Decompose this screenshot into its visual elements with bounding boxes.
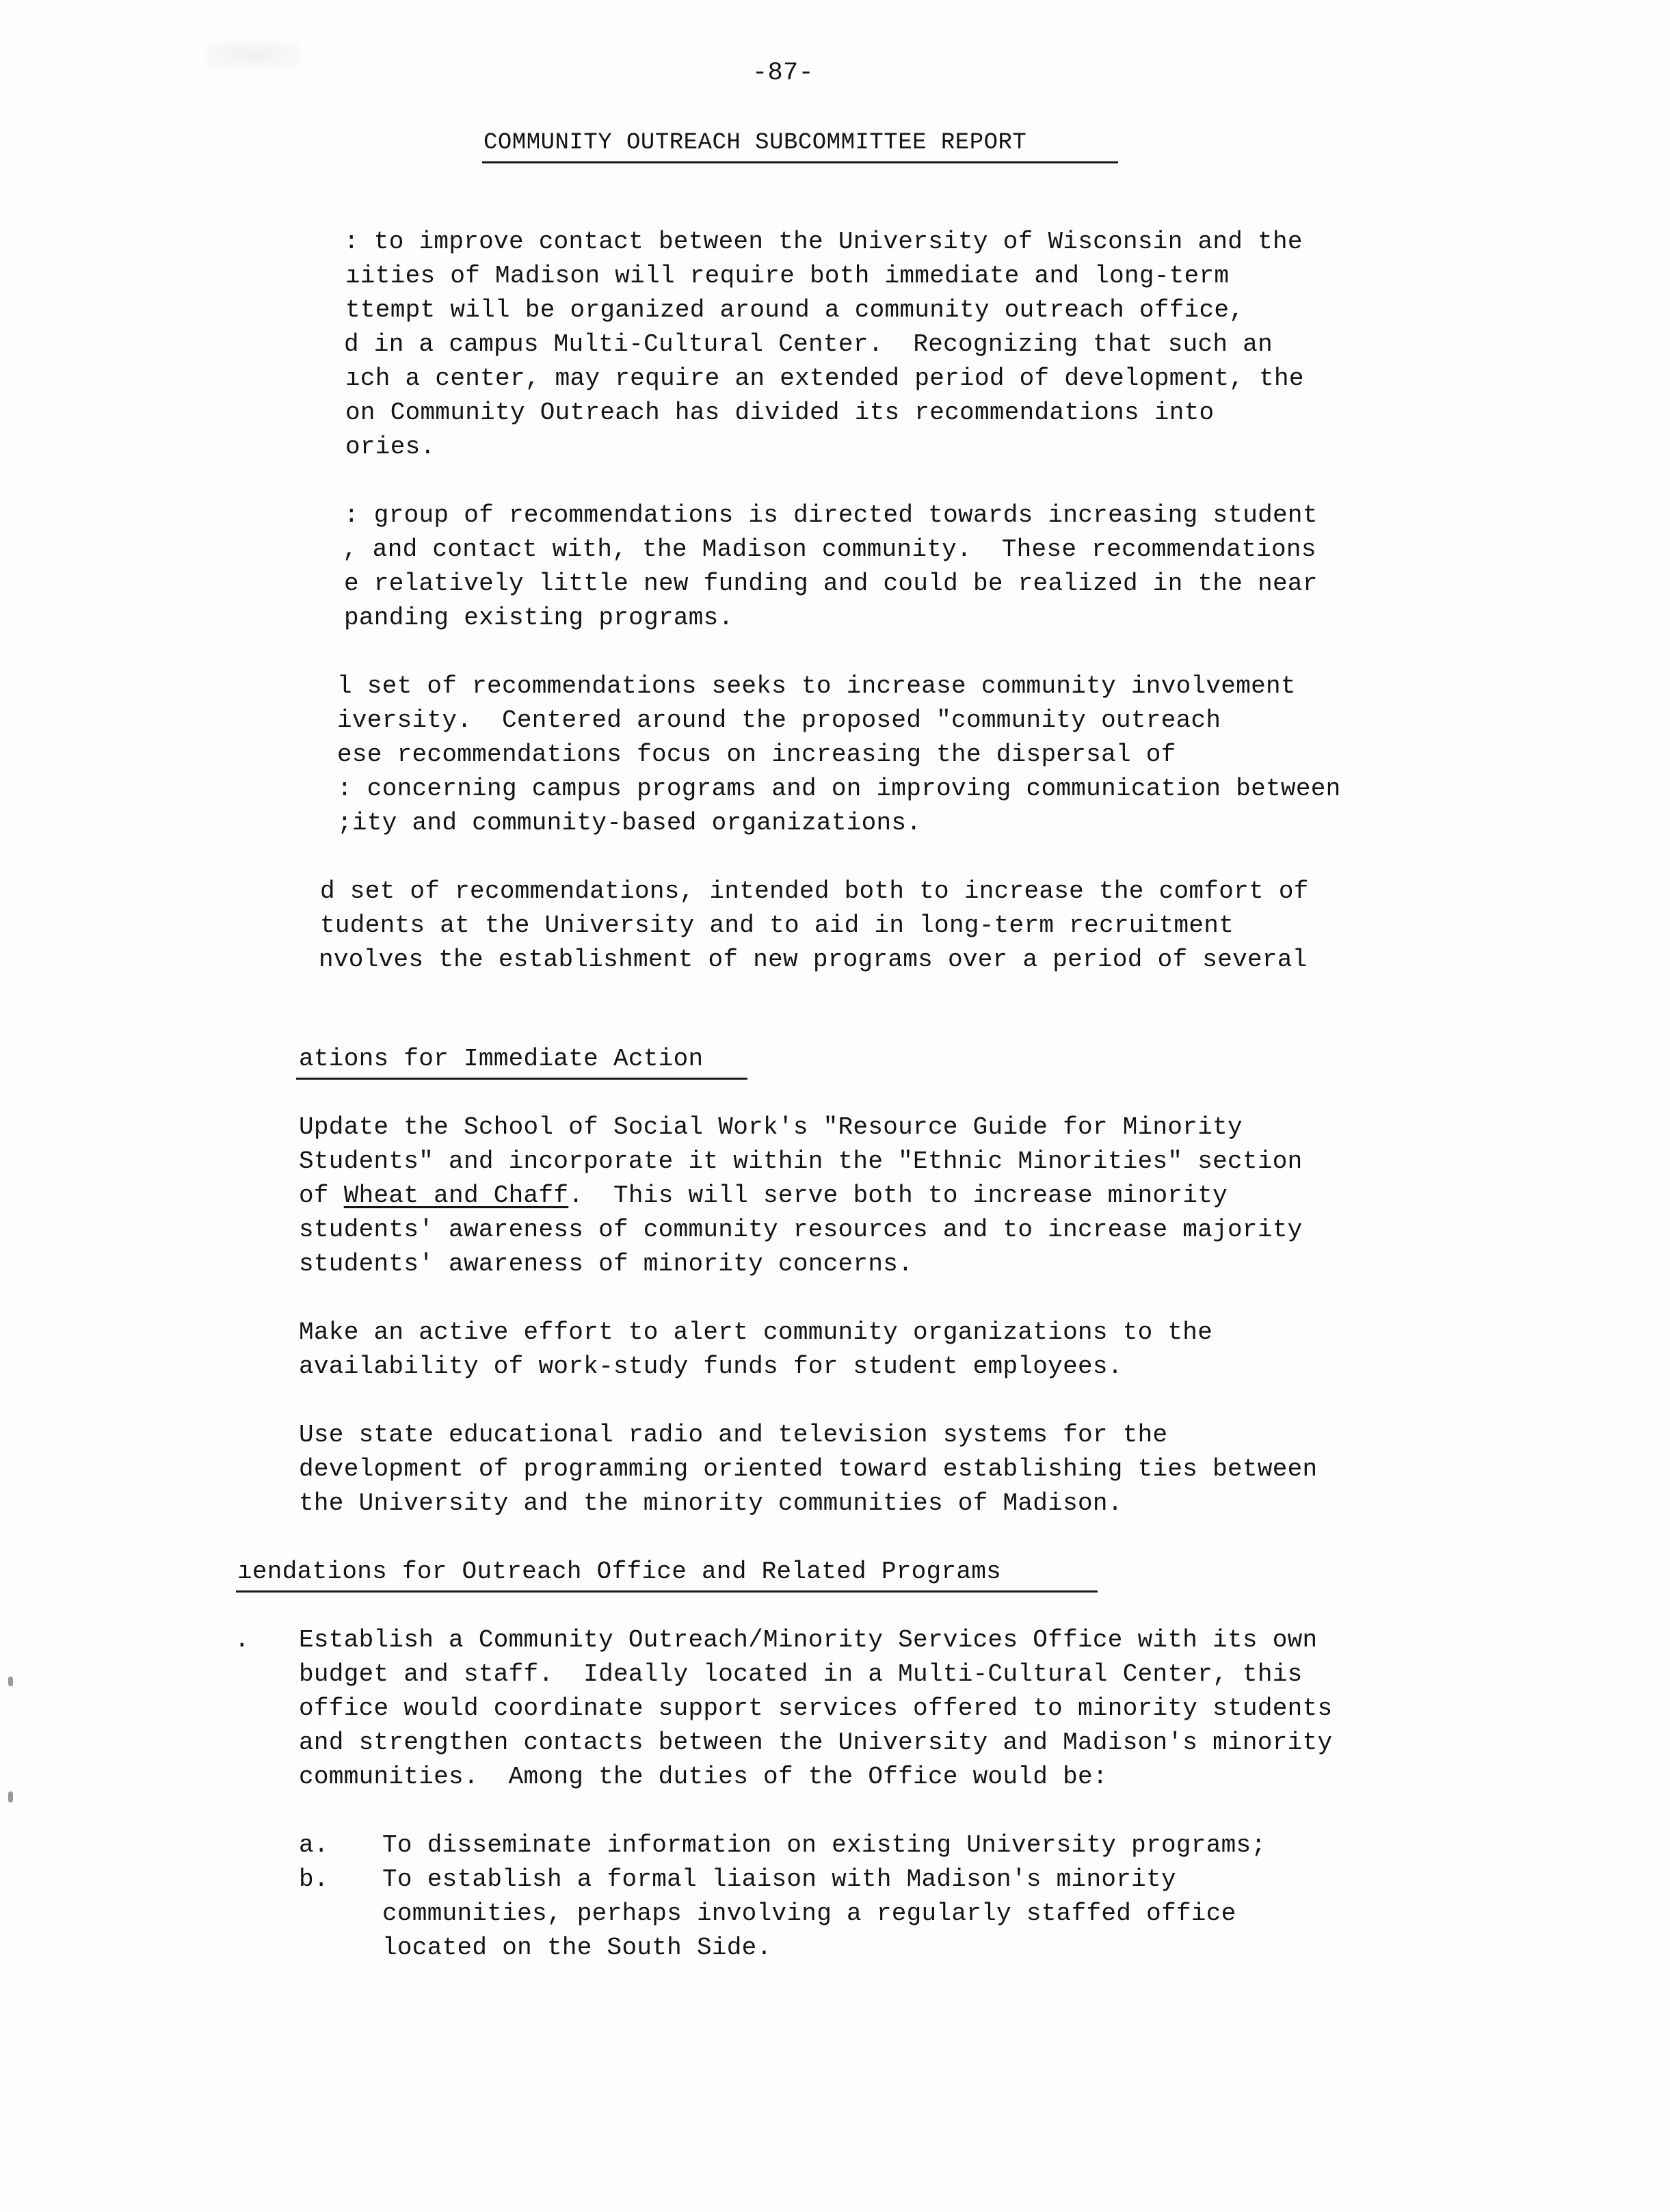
heading-underline [296, 1078, 747, 1080]
text-line: availability of work-study funds for student employees. [299, 1352, 1123, 1381]
text-line: l set of recommendations seeks to increase community involvement [337, 672, 1296, 700]
text-line: communities. Among the duties of the Office would be: [299, 1763, 1108, 1791]
text-line: students' awareness of community resources and to increase majority [299, 1216, 1303, 1244]
text-line [299, 1179, 1228, 1213]
text-line: and strengthen contacts between the University and Madison's minority [299, 1729, 1333, 1757]
text-line: iversity. Centered around the proposed "community outreach [337, 706, 1221, 734]
text-line: d set of recommendations, intended both to increase the comfort of [320, 877, 1309, 905]
report-title: COMMUNITY OUTREACH SUBCOMMITTEE REPORT [483, 130, 1027, 156]
text-line: development of programming oriented toward establishing ties between [299, 1455, 1318, 1483]
text-line: Students" and incorporate it within the "Ethnic Minorities" section [299, 1147, 1303, 1175]
text-line: Update the School of Social Work's "Resource Guide for Minority [299, 1113, 1243, 1141]
page-number: -87- [752, 59, 814, 88]
text-line: To disseminate information on existing University programs; [382, 1831, 1267, 1859]
section-heading-immediate: ations for Immediate Action [299, 1045, 704, 1073]
scan-smudge [205, 41, 301, 68]
section-heading-outreach: ıendations for Outreach Office and Related Programs [237, 1558, 1002, 1586]
text-line: panding existing programs. [344, 604, 734, 632]
scan-speck [8, 1677, 13, 1686]
text-line: ıch a center, may require an extended period of development, the [345, 364, 1304, 392]
text-line: ese recommendations focus on increasing the dispersal of [337, 741, 1176, 769]
text-line: : concerning campus programs and on improving communication between [337, 775, 1341, 803]
heading-underline [236, 1590, 1098, 1593]
text-line: nvolves the establishment of new programs over a period of several [319, 946, 1308, 974]
text-line: communities, perhaps involving a regularly staffed office [382, 1900, 1236, 1928]
text-line: : group of recommendations is directed towards increasing student [344, 501, 1318, 529]
text-line: the University and the minority communities of Madison. [299, 1489, 1123, 1517]
text-line: ıities of Madison will require both immediate and long-term [345, 262, 1230, 290]
text-line: ;ity and community-based organizations. [337, 809, 922, 837]
text-fragment: of [299, 1182, 344, 1210]
text-line: : to improve contact between the University of Wisconsin and the [344, 228, 1303, 256]
text-line: Establish a Community Outreach/Minority Services Office with its own [299, 1626, 1318, 1654]
text-line: Make an active effort to alert community organizations to the [299, 1318, 1213, 1346]
text-line: located on the South Side. [382, 1934, 772, 1962]
text-line: e relatively little new funding and could be realized in the near [344, 570, 1318, 598]
text-line: office would coordinate support services offered to minority students [299, 1694, 1333, 1722]
text-line: on Community Outreach has divided its recommendations into [345, 399, 1215, 427]
title-underline [482, 161, 1118, 163]
scan-speck [8, 1791, 13, 1802]
text-line: students' awareness of minority concerns. [299, 1250, 914, 1278]
text-line: Use state educational radio and television systems for the [299, 1421, 1168, 1449]
text-line: , and contact with, the Madison community. These recommendations [343, 535, 1316, 563]
text-line: d in a campus Multi-Cultural Center. Recognizing that such an [344, 330, 1273, 358]
text-line: ories. [345, 433, 436, 461]
list-marker: . [235, 1626, 250, 1654]
list-marker: b. [299, 1865, 329, 1893]
list-marker: a. [299, 1831, 329, 1859]
publication-title: Wheat and Chaff [343, 1182, 569, 1210]
text-fragment: . This will serve both to increase minority [568, 1182, 1228, 1210]
text-line: To establish a formal liaison with Madison's minority [382, 1865, 1176, 1893]
text-line: tudents at the University and to aid in long-term recruitment [320, 911, 1234, 940]
text-line: budget and staff. Ideally located in a Multi-Cultural Center, this [299, 1660, 1303, 1688]
text-line: ttempt will be organized around a community outreach office, [345, 296, 1245, 324]
